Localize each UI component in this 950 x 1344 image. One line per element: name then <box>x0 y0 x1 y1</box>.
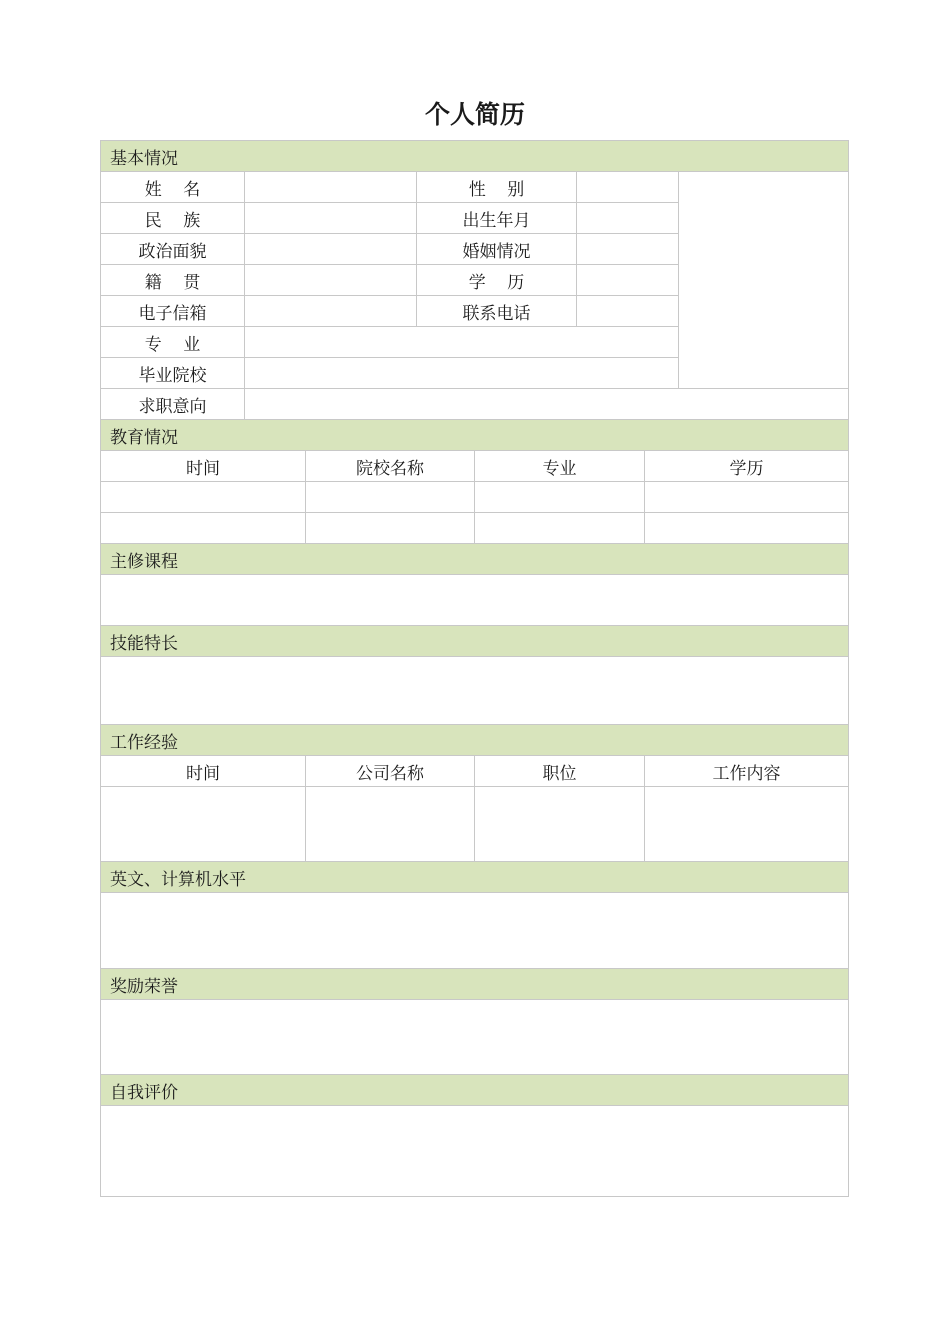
edu-header-school: 院校名称 <box>306 451 475 482</box>
courses-content[interactable] <box>101 575 849 626</box>
section-awards-header: 奖励荣誉 <box>101 969 849 1000</box>
section-english-computer-header: 英文、计算机水平 <box>101 862 849 893</box>
work-cell[interactable] <box>101 787 306 862</box>
section-basic-header: 基本情况 <box>101 141 849 172</box>
label-phone: 联系电话 <box>417 296 577 327</box>
label-name: 姓 名 <box>101 172 245 203</box>
value-school[interactable] <box>245 358 679 389</box>
label-objective: 求职意向 <box>101 389 245 420</box>
value-marital[interactable] <box>577 234 679 265</box>
label-gender: 性 别 <box>417 172 577 203</box>
edu-cell[interactable] <box>306 513 475 544</box>
edu-cell[interactable] <box>645 513 849 544</box>
value-birth[interactable] <box>577 203 679 234</box>
skills-content[interactable] <box>101 657 849 725</box>
value-hometown[interactable] <box>245 265 417 296</box>
label-ethnicity: 民 族 <box>101 203 245 234</box>
value-name[interactable] <box>245 172 417 203</box>
label-political: 政治面貌 <box>101 234 245 265</box>
value-gender[interactable] <box>577 172 679 203</box>
edu-cell[interactable] <box>645 482 849 513</box>
photo-box[interactable] <box>679 172 849 389</box>
edu-header-degree: 学历 <box>645 451 849 482</box>
work-cell[interactable] <box>306 787 475 862</box>
awards-content[interactable] <box>101 1000 849 1075</box>
edu-cell[interactable] <box>101 482 306 513</box>
section-education-header: 教育情况 <box>101 420 849 451</box>
work-cell[interactable] <box>475 787 645 862</box>
value-ethnicity[interactable] <box>245 203 417 234</box>
label-marital: 婚姻情况 <box>417 234 577 265</box>
work-header-company: 公司名称 <box>306 756 475 787</box>
self-eval-content[interactable] <box>101 1106 849 1197</box>
value-political[interactable] <box>245 234 417 265</box>
label-major: 专 业 <box>101 327 245 358</box>
section-courses-header: 主修课程 <box>101 544 849 575</box>
label-hometown: 籍 贯 <box>101 265 245 296</box>
edu-header-time: 时间 <box>101 451 306 482</box>
value-major[interactable] <box>245 327 679 358</box>
edu-header-major: 专业 <box>475 451 645 482</box>
edu-cell[interactable] <box>475 482 645 513</box>
value-email[interactable] <box>245 296 417 327</box>
english-computer-content[interactable] <box>101 893 849 969</box>
edu-cell[interactable] <box>306 482 475 513</box>
label-email: 电子信箱 <box>101 296 245 327</box>
section-skills-header: 技能特长 <box>101 626 849 657</box>
page-title: 个人简历 <box>424 100 525 129</box>
work-header-position: 职位 <box>475 756 645 787</box>
section-work-header: 工作经验 <box>101 725 849 756</box>
value-objective[interactable] <box>245 389 849 420</box>
value-degree[interactable] <box>577 265 679 296</box>
resume-table <box>100 140 849 1197</box>
edu-cell[interactable] <box>475 513 645 544</box>
label-birth: 出生年月 <box>417 203 577 234</box>
work-header-content: 工作内容 <box>645 756 849 787</box>
section-self-eval-header: 自我评价 <box>101 1075 849 1106</box>
value-phone[interactable] <box>577 296 679 327</box>
work-header-time: 时间 <box>101 756 306 787</box>
edu-cell[interactable] <box>101 513 306 544</box>
label-school: 毕业院校 <box>101 358 245 389</box>
work-cell[interactable] <box>645 787 849 862</box>
label-degree: 学 历 <box>417 265 577 296</box>
